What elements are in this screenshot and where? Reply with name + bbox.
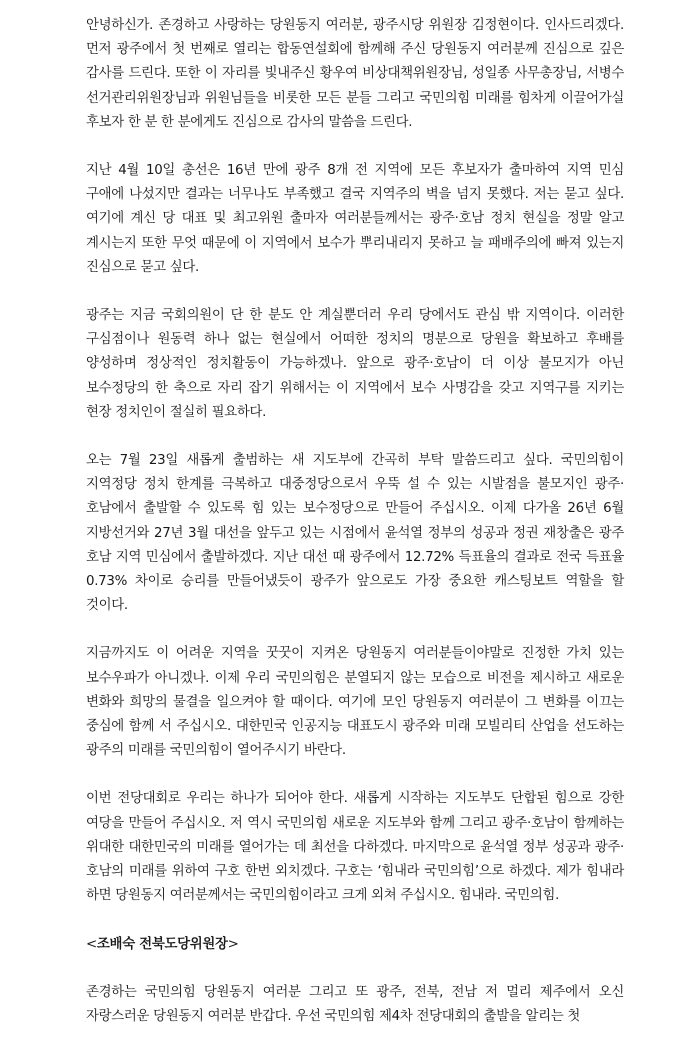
paragraph-members: 지금까지도 이 어려운 지역을 꿋꿋이 지켜온 당원동지 여러분들이야말로 진정한 가치 있는 보수우파가 아니겠나. 이제 우리 국민의힘은 분열되지 않는 모습으로 비전을 제시하고 새로운 변화와 희망의 물결을 일으켜야 할 때이다. 여기에 모인 당원동지 여러분이 그 변화를 이끄는 중심에 함께 서 주십시오. 대한민국 인공지능 대표도시 광주와 미래 모빌리티 산업을 선도하는 광주의 미래를 국민의힘이 열어주시기 바란다. [86, 646, 624, 759]
speaker-heading-text: 조배숙 전북도당위원장 [96, 936, 228, 952]
paragraph-gwangju: 광주는 지금 국회의원이 단 한 분도 안 계실뿐더러 우리 당에서도 관심 밖 지역이다. 이러한 구심점이나 원동력 하나 없는 현실에서 어떠한 정치의 명분으로 당원을 확보하고 후배를 양성하며 정상적인 정치활동이 가능하겠나. 앞으로 광주·호남이 더 이상 불모지가 아닌 보수정당의 한 축으로 자리 잡기 위해서는 이 지역에서 보수 사명감을 갖고 지역구를 지키는 현장 정치인이 절실히 필요하다. [86, 308, 624, 420]
paragraph-closing-slogan: 이번 전당대회로 우리는 하나가 되어야 한다. 새롭게 시작하는 지도부도 단합된 힘으로 강한 여당을 만들어 주십시오. 저 역시 국민의힘 새로운 지도부와 함께 그리고 광주·호남이 함께하는 위대한 대한민국의 미래를 열어가는 데 최선을 다하겠다. 마지막으로 윤석열 정부 성공과 광주·호남의 미래를 위하여 구호 한번 외치겠다. 구호는 ‘힘내라 국민의힘’으로 하겠다. 제가 힘내라 하면 당원동지 여러분께서는 국민의힘이라고 크게 외쳐 주십시오. 힘내라. 국민의힘. [86, 791, 624, 904]
heading-close-bracket: > [227, 936, 239, 952]
paragraph-next-speech: 존경하는 국민의힘 당원동지 여러분 그리고 또 광주, 전북, 전남 저 멀리 제주에서 오신 자랑스러운 당원동지 여러분 반갑다. 우선 국민의힘 제4차 전당대회의 출발을 알리는 첫 [86, 984, 624, 1024]
speaker-heading [86, 933, 624, 957]
paragraph-leadership-request: 오는 7월 23일 새롭게 출범하는 새 지도부에 간곡히 부탁 말씀드리고 싶다. 국민의힘이 지역정당 정치 한계를 극복하고 대중정당으로서 우뚝 설 수 있는 시발점을 불모지인 광주·호남에서 출발할 수 있도록 힘 있는 보수정당으로 만들어 주십시오. 이제 다가올 26년 6월 지방선거와 27년 3월 대선을 앞두고 있는 시점에서 윤석열 정부의 성공과 정권 재창출은 광주 호남 지역 민심에서 출발하겠다. 지난 대선 때 광주에서 12.72% 득표율의 결과로 전국 득표율 0.73% 차이로 승리를 만들어냈듯이 광주가 앞으로도 가장 중요한 캐스팅보트 역할을 할 것이다. [86, 453, 624, 614]
heading-open-bracket: < [86, 936, 97, 952]
document-page [86, 14, 624, 1053]
paragraph-election: 지난 4월 10일 총선은 16년 만에 광주 8개 전 지역에 모든 후보자가 출마하여 지역 민심 구애에 나섰지만 결과는 너무나도 부족했고 결국 지역주의 벽을 넘지 못했다. 저는 묻고 싶다. 여기에 계신 당 대표 및 최고위원 출마자 여러분들께서는 광주·호남 정치 현실을 정말 알고 계시는지 또한 무엇 때문에 이 지역에서 보수가 뿌리내리지 못하고 늘 패배주의에 빠져 있는지 진심으로 묻고 싶다. [86, 163, 624, 275]
paragraph-greeting: 안녕하신가. 존경하고 사랑하는 당원동지 여러분, 광주시당 위원장 김정현이다. 인사드리겠다. 먼저 광주에서 첫 번째로 열리는 합동연설회에 함께해 주신 당원동지 여러분께 진심으로 깊은 감사를 드린다. 또한 이 자리를 빛내주신 황우여 비상대책위원장님, 성일종 사무총장님, 서병수 선거관리위원장님과 위원님들을 비롯한 모든 분들 그리고 국민의힘 미래를 힘차게 이끌어가실 후보자 한 분 한 분에게도 진심으로 감사의 말씀을 드린다. [86, 18, 624, 130]
